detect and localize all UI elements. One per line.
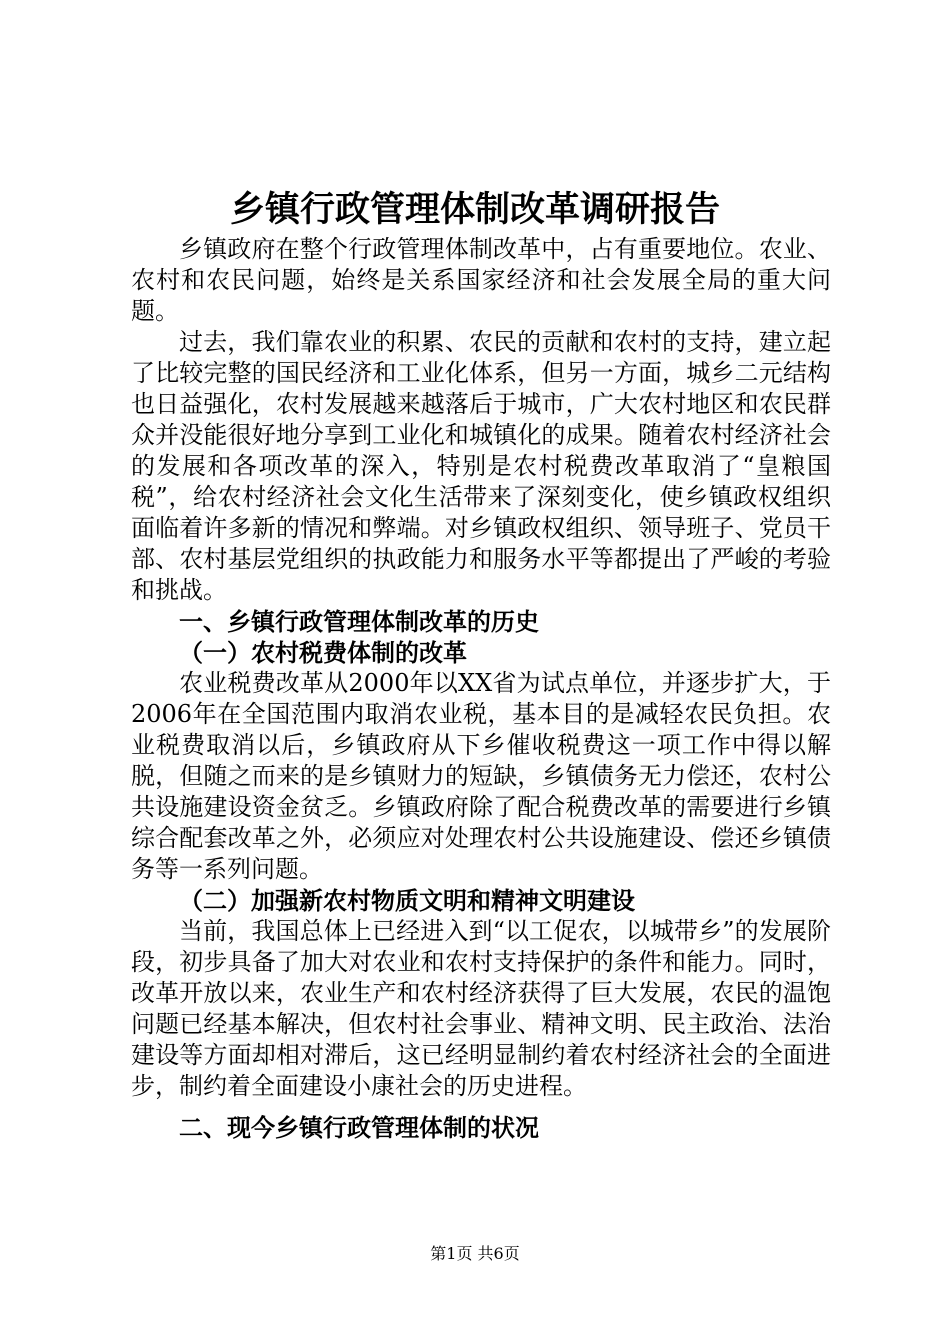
page-number-footer: 第1页 共6页: [430, 1244, 520, 1263]
subsection-heading-tax-reform: （一）农村税费体制的改革: [179, 638, 467, 667]
paragraph-civilization: 当前，我国总体上已经进入到“以工促农，以城带乡”的发展阶段，初步具备了加大对农业和农村支持保护的条件和能力。同时，改革开放以来，农业生产和农村经济获得了巨大发展，农民的温饱问题已经基本解决，但农村社会事业、精神文明、民主政治、法治建设等方面却相对滞后，这已经明显制约着农村经济社会的全面进步，制约着全面建设小康社会的历史进程。: [131, 917, 831, 1100]
paragraph-intro: 乡镇政府在整个行政管理体制改革中，占有重要地位。农业、农村和农民问题，始终是关系国家经济和社会发展全局的重大问题。: [131, 235, 831, 325]
subsection-heading-civilization: （二）加强新农村物质文明和精神文明建设: [179, 886, 635, 915]
document-title: 乡镇行政管理体制改革调研报告: [229, 189, 720, 230]
paragraph-background: 过去，我们靠农业的积累、农民的贡献和农村的支持，建立起了比较完整的国民经济和工业化体系，但另一方面，城乡二元结构也日益强化，农村发展越来越落后于城市，广大农村地区和农民群众并没能很好地分享到工业化和城镇化的成果。随着农村经济社会的发展和各项改革的深入，特别是农村税费改革取消了“皇粮国税”，给农村经济社会文化生活带来了深刻变化，使乡镇政权组织面临着许多新的情况和弊端。对乡镇政权组织、领导班子、党员干部、农村基层党组织的执政能力和服务水平等都提出了严峻的考验和挑战。: [131, 328, 831, 604]
paragraph-tax-reform: 农业税费改革从2000年以XX省为试点单位，并逐步扩大，于2006年在全国范围内取消农业税，基本目的是减轻农民负担。农业税费取消以后，乡镇政府从下乡催收税费这一项工作中得以解脱，但随之而来的是乡镇财力的短缺，乡镇债务无力偿还，农村公共设施建设资金贫乏。乡镇政府除了配合税费改革的需要进行乡镇综合配套改革之外，必须应对处理农村公共设施建设、偿还乡镇债务等一系列问题。: [131, 669, 831, 883]
document-body: [131, 234, 831, 1143]
section-heading-current-status: 二、现今乡镇行政管理体制的状况: [179, 1113, 539, 1142]
section-heading-history: 一、乡镇行政管理体制改革的历史: [179, 607, 539, 636]
